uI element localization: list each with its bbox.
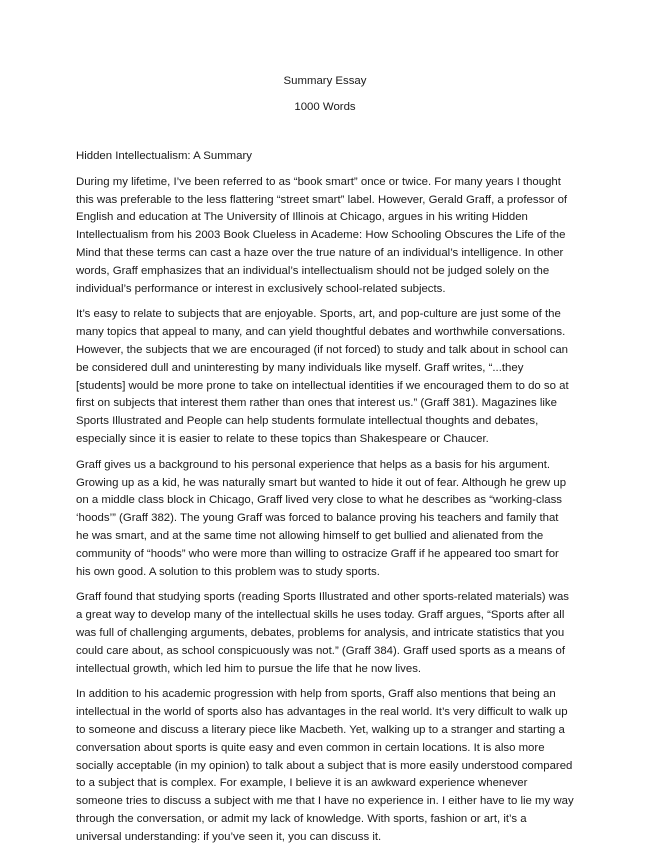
document-subtitle: 1000 Words — [294, 101, 356, 113]
document-title: Summary Essay — [283, 75, 367, 87]
essay-paragraph-4: Graff found that studying sports (reading Sports Illustrated and other sports-related materials) was a great way to develop many of the intellectual skills he uses today. Graff argues, “Sports after all was full of challenging arguments, debates, problems for analysis, and intricate statistics that you could care about, as school conspicuously was not.” (Graff 384). Graff used sports as a means of intellectual growth, which led him to pursue the life that he now lives. — [76, 591, 569, 675]
essay-body — [76, 148, 574, 854]
essay-paragraph-5: In addition to his academic progression with help from sports, Graff also mentions that being an intellectual in the world of sports also has advantages in the real world. It’s very difficult to walk up to someone and discuss a literary piece like Macbeth. Yet, walking up to a stranger and starting a conversation about sports is quite easy and even common in certain locations. It is also more socially acceptable (in my opinion) to talk about a subject that is more easily understood compared to a subject that is complex. For example, I believe it is an awkward experience whenever someone tries to discuss a subject with me that I have no experience in. I either have to lie my way through the conversation, or admit my lack of knowledge. With sports, fashion or art, it’s a universal understanding: if you’ve seen it, you can discuss it. — [76, 688, 574, 843]
essay-paragraph-1: During my lifetime, I’ve been referred to as “book smart” once or twice. For many years I thought this was preferable to the less flattering “street smart” label. However, Gerald Graff, a professor of English and education at The University of Illinois at Chicago, argues in his writing Hidden Intellectualism from his 2003 Book Clueless in Academe: How Schooling Obscures the Life of the Mind that these terms can cast a haze over the true nature of an individual’s intelligence. In other words, Graff emphasizes that an individual’s intellectualism should not be judged solely on the individual’s performance or interest in exclusively school-related subjects. — [76, 175, 568, 295]
essay-paragraph-3: Graff gives us a background to his personal experience that helps as a basis for his argument. Growing up as a kid, he was naturally smart but wanted to hide it out of fear. Although he grew up on a middle class block in Chicago, Graff lived very close to what he describes as “working-class ‘hoods’” (Graff 382). The young Graff was forced to balance proving his teachers and family that he was smart, and at the same time not allowing himself to get bullied and alienated from the community of “hoods” who were more than willing to ostracize Graff if he appeared too smart for his own good. A solution to this problem was to study sports. — [76, 458, 567, 578]
essay-title: Hidden Intellectualism: A Summary — [76, 150, 252, 162]
essay-paragraph-2: It’s easy to relate to subjects that are enjoyable. Sports, art, and pop-culture are just some of the many topics that appeal to many, and can yield thoughtful debates and worthwhile conversations. However, the subjects that we are encouraged (if not forced) to study and talk about in school can be considered dull and uninteresting by many individuals like myself. Graff writes, “...they [students] would be more prone to take on intellectual identities if we encouraged them to do so at first on subjects that interest them rather than ones that interest us.” (Graff 381). Magazines like Sports Illustrated and People can help students formulate intellectual thoughts and debates, especially since it is easier to relate to these topics than Shakespeare or Chaucer. — [76, 308, 569, 445]
